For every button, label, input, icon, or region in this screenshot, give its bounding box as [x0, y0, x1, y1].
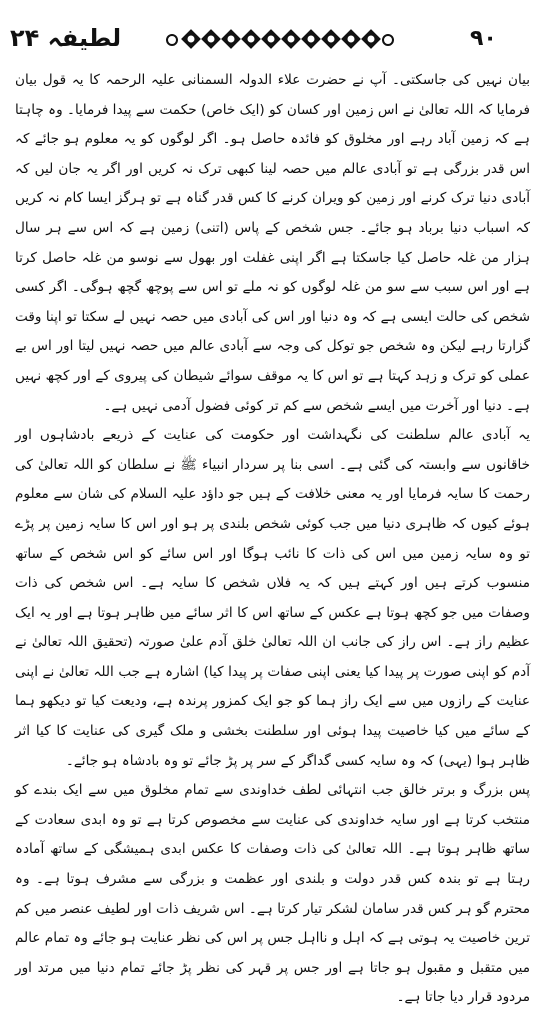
paragraph: یہ آبادی عالم سلطنت کی نگہداشت اور حکومت کی عنایت کے ذریعے بادشاہوں اور خاقانوں سے وابستہ کی گئی ہے۔ اسی بنا پر سردار انبیاء ﷺ نے سلطان کو اللہ تعالیٰ کی رحمت کا سایہ فرمایا اور یہ معنی خلافت کے ہیں جو داؤد علیہ السلام کی شان سے معلوم ہوئے کیوں کہ ظاہری دنیا میں جب کوئی شخص بلندی پر ہو اور اس کا سایہ زمین پر پڑے تو وہ سایہ زمین میں اس کی ذات کا نائب ہوگا اور اس سائے کو اس شخص کے ساتھ منسوب کرتے ہیں اور کہتے ہیں کہ یہ فلاں شخص کا سایہ ہے۔ اس شخص کی ذات وصفات میں جو کچھ ہوتا ہے عکس کے ساتھ اس کا اثر سائے میں ظاہر ہوتا ہے اور یہ ایک عظیم راز ہے۔ اس راز کی جانب ان اللہ تعالیٰ خلق آدم علیٰ صورتہ (تحقیق اللہ تعالیٰ نے آدم کو اپنی صورت پر پیدا کیا یعنی اپنی صفات پر پیدا کیا) اشارہ ہے جب اللہ تعالیٰ نے اپنی عنایت کے رازوں میں سے ایک راز ہما کو جو ایک کمزور پرندہ ہے، ودیعت کیا تو دیکھو ہما کے سائے میں کیا خاصیت پیدا ہوئی اور سلطنت بخشی و ملک گیری کی عنایت کا کیا اثر ظاہر ہوا (یہی) کہ وہ سایہ کسی گداگر کے سر پر پڑ جائے تو وہ بادشاہ ہو جائے۔ [15, 427, 530, 769]
page-header [0, 20, 540, 60]
chapter-title: لطیفہ ۲۴ [10, 24, 122, 52]
paragraph: بیان نہیں کی جاسکتی۔ آپ نے حضرت علاء الدولہ السمنانی علیہ الرحمہ کا یہ قول بیان فرمایا کہ اللہ تعالیٰ نے اس زمین اور کسان کو (ایک خاص) حکمت سے پیدا فرمایا۔ وہ چاہتا ہے کہ زمین آباد رہے اور مخلوق کو فائدہ حاصل ہو۔ اگر لوگوں کو یہ معلوم ہو جائے کہ اس قدر بزرگی ہے تو آبادی عالم میں حصہ لینا کبھی ترک نہ کریں اور اگر یہ جان لیں کہ آبادی دنیا ترک کرنے اور زمین کو ویران کرنے کا کس قدر گناہ ہے تو ہرگز ایسا کام نہ کریں کہ اسباب دنیا برباد ہو جائے۔ جس شخص کے پاس (اتنی) زمین ہے کہ اس سے ہر سال ہزار من غلہ حاصل کیا جاسکتا ہے اگر اپنی غفلت اور بھول سے نوسو من غلہ حاصل کرتا ہے اور اس سبب سے سو من غلہ لوگوں کو نہ ملے تو اس سے پوچھ گچھ ہوگی۔ اگر کسی شخص کی حالت ایسی ہے کہ وہ دنیا اور اس کی آبادی میں حصہ نہیں لے سکتا تو اپنا وقت گزارتا رہے لیکن وہ شخص جو توکل کی وجہ سے آبادی عالم میں حصہ نہیں لیتا اور اس بے عملی کو ترک و زہد کہتا ہے تو اس کا یہ موقف سوائے شیطان کی پیروی کے اور کچھ نہیں ہے۔ دنیا اور آخرت میں ایسے شخص سے کم تر کوئی فضول آدمی نہیں ہے۔ [15, 72, 530, 414]
body-text [15, 66, 530, 1013]
decorative-ornament [160, 20, 400, 60]
page-number: ۹۰ [470, 26, 497, 51]
paragraph: پس بزرگ و برتر خالق جب انتہائی لطف خداوندی سے تمام مخلوق میں سے ایک بندے کو منتخب کرتا ہے اور سایہ خداوندی کی عنایت سے مخصوص کرتا ہے تو وہ ابدی سعادت کے ساتھ ظاہر ہوتا ہے۔ اللہ تعالیٰ کی ذات وصفات کا عکس ابدی ہمیشگی کے ساتھ آمادہ رہتا ہے تو بندہ کس قدر دولت و بلندی اور عظمت و بزرگی سے مشرف ہوتا ہے۔ وہ محترم گو ہر کس قدر سامان لشکر تیار کرتا ہے۔ اس شریف ذات اور لطیف عنصر میں کم ترین خاصیت یہ ہوتی ہے کہ اہل و نااہل جس پر اس کی نظر عنایت ہو جائے وہ تمام عالم میں متقبل و مقبول ہو جاتا ہے اور جس پر قہر کی نظر پڑ جائے تمام دنیا میں مرتد اور مردود قرار دیا جاتا ہے۔ [15, 782, 530, 1006]
